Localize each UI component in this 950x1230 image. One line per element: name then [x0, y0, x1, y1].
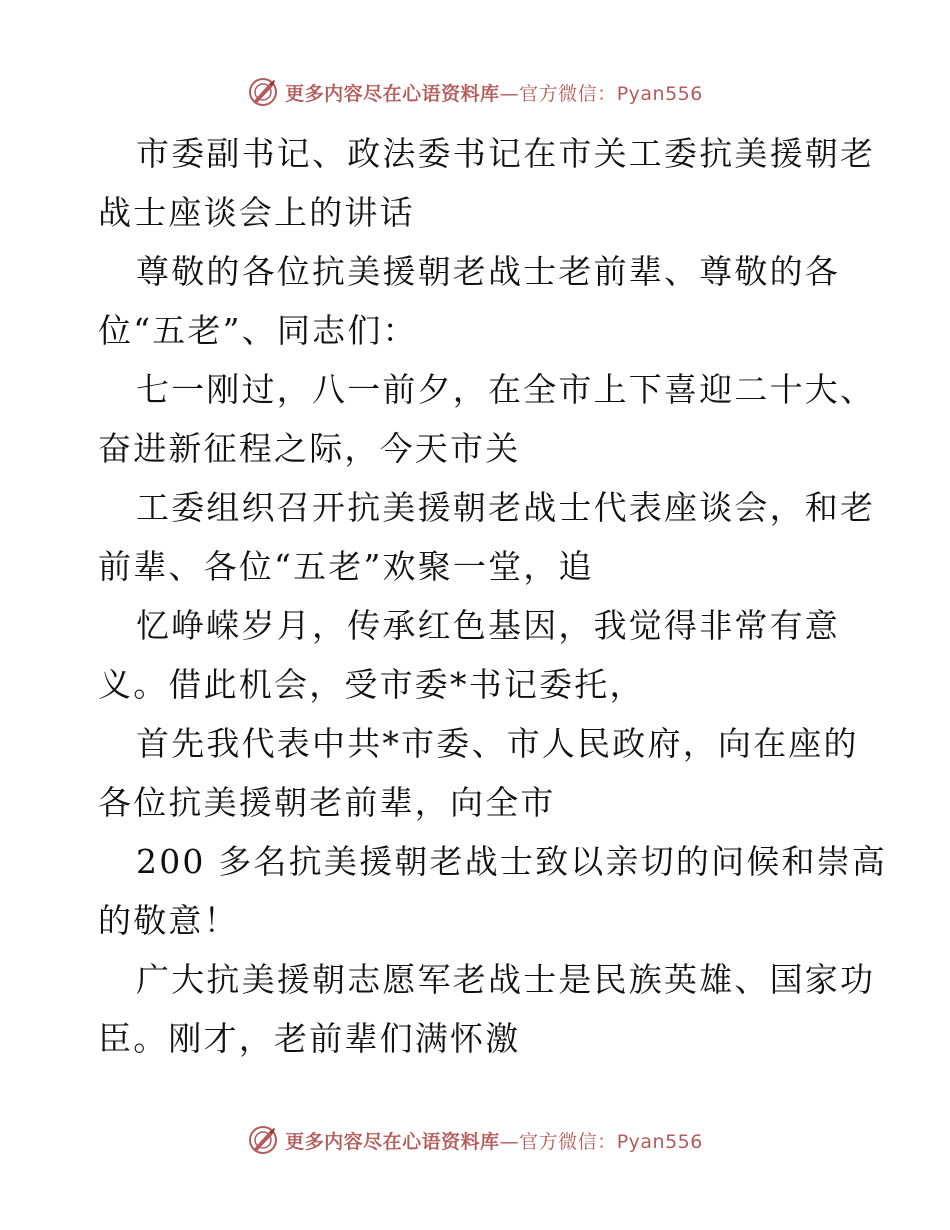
- document-line: 位“五老”、同志们：: [98, 311, 418, 350]
- quill-logo-icon: [247, 1124, 279, 1156]
- document-line: 战士座谈会上的讲话: [98, 193, 415, 232]
- header-watermark: [0, 72, 950, 112]
- document-line: 200 多名抗美援朝老战士致以亲切的问候和崇高: [136, 842, 888, 881]
- watermark-label: 官方微信：: [519, 82, 617, 105]
- document-line: 首先我代表中共*市委、市人民政府，向在座的: [136, 724, 859, 763]
- watermark-label: 官方微信：: [519, 1130, 617, 1153]
- watermark-account: Pyan556: [616, 82, 703, 105]
- document-line: 各位抗美援朝老前辈，向全市: [98, 783, 556, 822]
- quill-logo-icon: [247, 76, 279, 108]
- document-line: 市委副书记、政法委书记在市关工委抗美援朝老: [136, 134, 876, 173]
- watermark-site-name: 更多内容尽在心语资料库: [285, 82, 500, 105]
- watermark-account: Pyan556: [616, 1130, 703, 1153]
- document-line: 臣。刚才，老前辈们满怀激: [98, 1019, 521, 1058]
- document-body: [98, 124, 888, 1068]
- document-line: 前辈、各位“五老”欢聚一堂，追: [98, 547, 594, 586]
- document-line: 尊敬的各位抗美援朝老战士老前辈、尊敬的各: [136, 252, 840, 291]
- document-lines: [98, 124, 888, 1068]
- watermark-text: [285, 1127, 703, 1154]
- document-line: 奋进新征程之际，今天市关: [98, 429, 521, 468]
- document-line: 义。借此机会，受市委*书记委托，: [98, 665, 645, 704]
- watermark-site-name: 更多内容尽在心语资料库: [285, 1130, 500, 1153]
- watermark-dash: —: [499, 1130, 520, 1153]
- document-line: 忆峥嵘岁月，传承红色基因，我觉得非常有意: [136, 606, 840, 645]
- watermark-text: [285, 79, 703, 106]
- document-line: 七一刚过，八一前夕，在全市上下喜迎二十大、: [136, 370, 876, 409]
- document-line: 的敬意！: [98, 901, 239, 940]
- document-line: 广大抗美援朝志愿军老战士是民族英雄、国家功: [136, 960, 876, 999]
- watermark-dash: —: [499, 82, 520, 105]
- footer-watermark: [0, 1120, 950, 1160]
- document-line: 工委组织召开抗美援朝老战士代表座谈会，和老: [136, 488, 876, 527]
